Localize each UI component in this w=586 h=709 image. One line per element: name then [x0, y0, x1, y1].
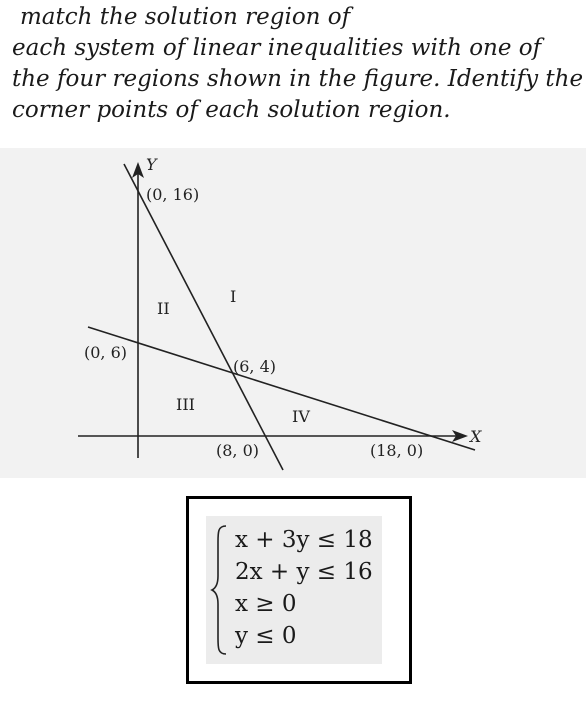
- point-label-18-0: (18, 0): [370, 441, 424, 460]
- inequality-1: x + 3y ≤ 18: [235, 527, 373, 553]
- inequality-3: x ≥ 0: [235, 591, 297, 617]
- inequality-2: 2x + y ≤ 16: [235, 559, 373, 585]
- x-axis-label: X: [470, 427, 482, 446]
- point-label-0-16: (0, 16): [146, 185, 200, 204]
- line-2x-plus-y-16: [124, 164, 283, 470]
- instructions-line-1: match the solution region of: [20, 4, 351, 30]
- instructions-line-4: corner points of each solution region.: [12, 97, 451, 123]
- point-label-8-0: (8, 0): [216, 441, 260, 460]
- point-label-6-4: (6, 4): [233, 357, 277, 376]
- inequality-4: y ≤ 0: [235, 623, 297, 649]
- point-label-0-6: (0, 6): [84, 343, 128, 362]
- line-x-plus-3y-18: [88, 327, 475, 450]
- regions-figure: [0, 148, 586, 478]
- regions-graph: [0, 148, 586, 478]
- instructions-text: [12, 2, 584, 126]
- instructions-line-3: the four regions shown in the figure. Identify the: [12, 66, 584, 92]
- region-label-iii: III: [176, 395, 195, 414]
- region-label-ii: II: [157, 299, 170, 318]
- y-axis-label: Y: [146, 155, 157, 174]
- inequality-system: [206, 516, 382, 664]
- inequality-system-box: [186, 496, 412, 684]
- region-label-i: I: [230, 287, 237, 306]
- region-label-iv: IV: [292, 407, 310, 426]
- left-brace-icon: [210, 524, 230, 656]
- instructions-line-2: each system of linear inequalities with one of: [12, 35, 542, 61]
